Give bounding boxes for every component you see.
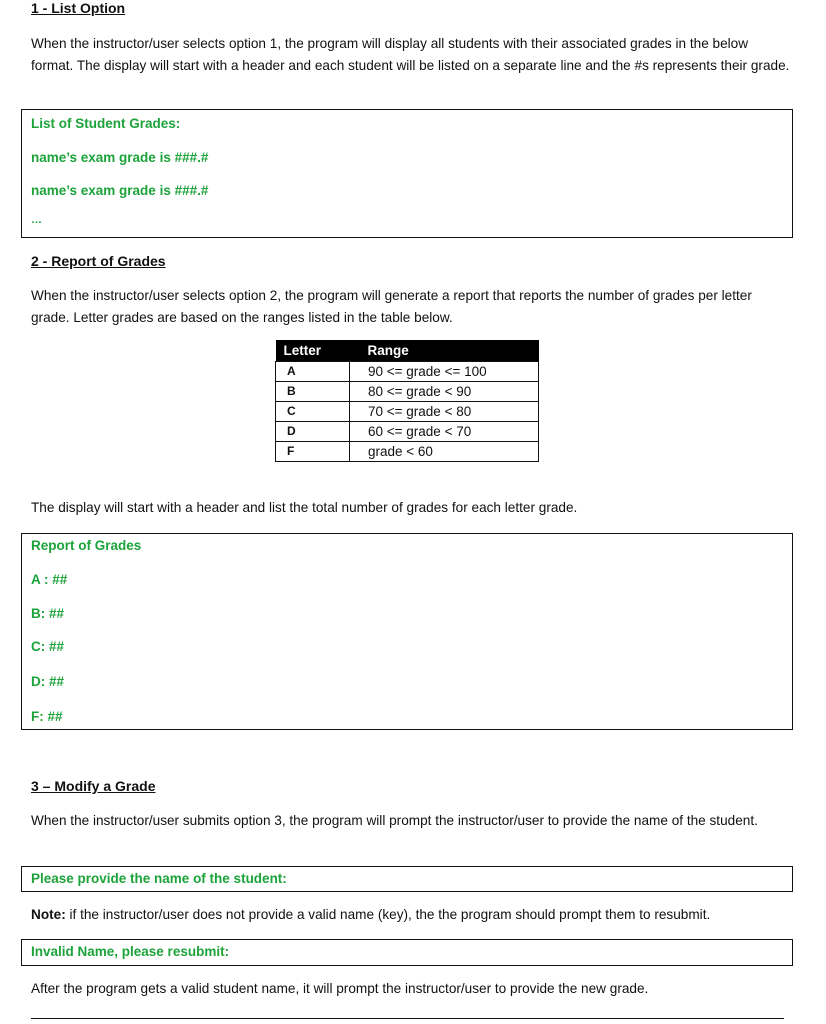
section2-paragraph: When the instructor/user selects option 2, the program will generate a report that reports the number of grades per letter grade. Letter grades are based on the ranges listed in the table below. <box>31 288 752 325</box>
table-cell-range: 90 <= grade <= 100 <box>350 362 539 382</box>
table-header-letter: Letter <box>276 340 350 362</box>
table-cell-letter: B <box>276 382 350 402</box>
report-line-a: A : ## <box>31 572 68 587</box>
section3-paragraph: When the instructor/user submits option 3, the program will prompt the instructor/user to provide the name of the student. <box>31 813 758 828</box>
list-grades-line-2: name’s exam grade is ###.# <box>31 183 209 198</box>
report-line-c: C: ## <box>31 639 65 654</box>
list-grades-line-1: name’s exam grade is ###.# <box>31 150 209 165</box>
table-cell-letter: F <box>276 442 350 462</box>
table-cell-letter: C <box>276 402 350 422</box>
note-label: Note: <box>31 907 66 922</box>
table-header-range: Range <box>350 340 539 362</box>
table-cell-letter: D <box>276 422 350 442</box>
report-grades-box <box>21 533 793 730</box>
section3-paragraph-2: After the program gets a valid student name, it will prompt the instructor/user to provide the new grade. <box>31 981 649 996</box>
section2-paragraph-2: The display will start with a header and list the total number of grades for each letter grade. <box>31 500 578 515</box>
invalid-name-box <box>21 939 793 966</box>
section1-title: 1 - List Option <box>31 0 126 16</box>
section1-paragraph: When the instructor/user selects option 1, the program will display all students with their associated grades in the below format. The display will start with a header and each student will be listed on a separate line and the #s represents their grade. <box>31 36 790 73</box>
table-cell-range: 70 <= grade < 80 <box>350 402 539 422</box>
table-cell-range: 60 <= grade < 70 <box>350 422 539 442</box>
section2-title: 2 - Report of Grades <box>31 253 166 269</box>
prompt-name-box <box>21 866 793 892</box>
table-row <box>276 422 539 442</box>
table-row <box>276 442 539 462</box>
note-paragraph <box>31 904 791 926</box>
report-line-b: B: ## <box>31 606 65 621</box>
note-text: if the instructor/user does not provide a valid name (key), the the program should prompt them to resubmit. <box>65 907 711 922</box>
table-header-row <box>276 340 539 362</box>
letter-grade-table <box>275 340 539 462</box>
invalid-name-text: Invalid Name, please resubmit: <box>31 944 230 959</box>
section3-title: 3 – Modify a Grade <box>31 778 156 794</box>
list-grades-box <box>21 109 793 238</box>
table-row <box>276 382 539 402</box>
table-row <box>276 362 539 382</box>
report-line-d: D: ## <box>31 674 65 689</box>
bottom-divider <box>31 1018 784 1019</box>
table-cell-range: 80 <= grade < 90 <box>350 382 539 402</box>
table-cell-letter: A <box>276 362 350 382</box>
table-row <box>276 402 539 422</box>
report-grades-header: Report of Grades <box>31 538 142 553</box>
prompt-name-text: Please provide the name of the student: <box>31 871 287 886</box>
report-line-f: F: ## <box>31 709 63 724</box>
table-cell-range: grade < 60 <box>350 442 539 462</box>
list-grades-ellipsis: … <box>31 214 42 226</box>
list-grades-header: List of Student Grades: <box>31 116 181 131</box>
